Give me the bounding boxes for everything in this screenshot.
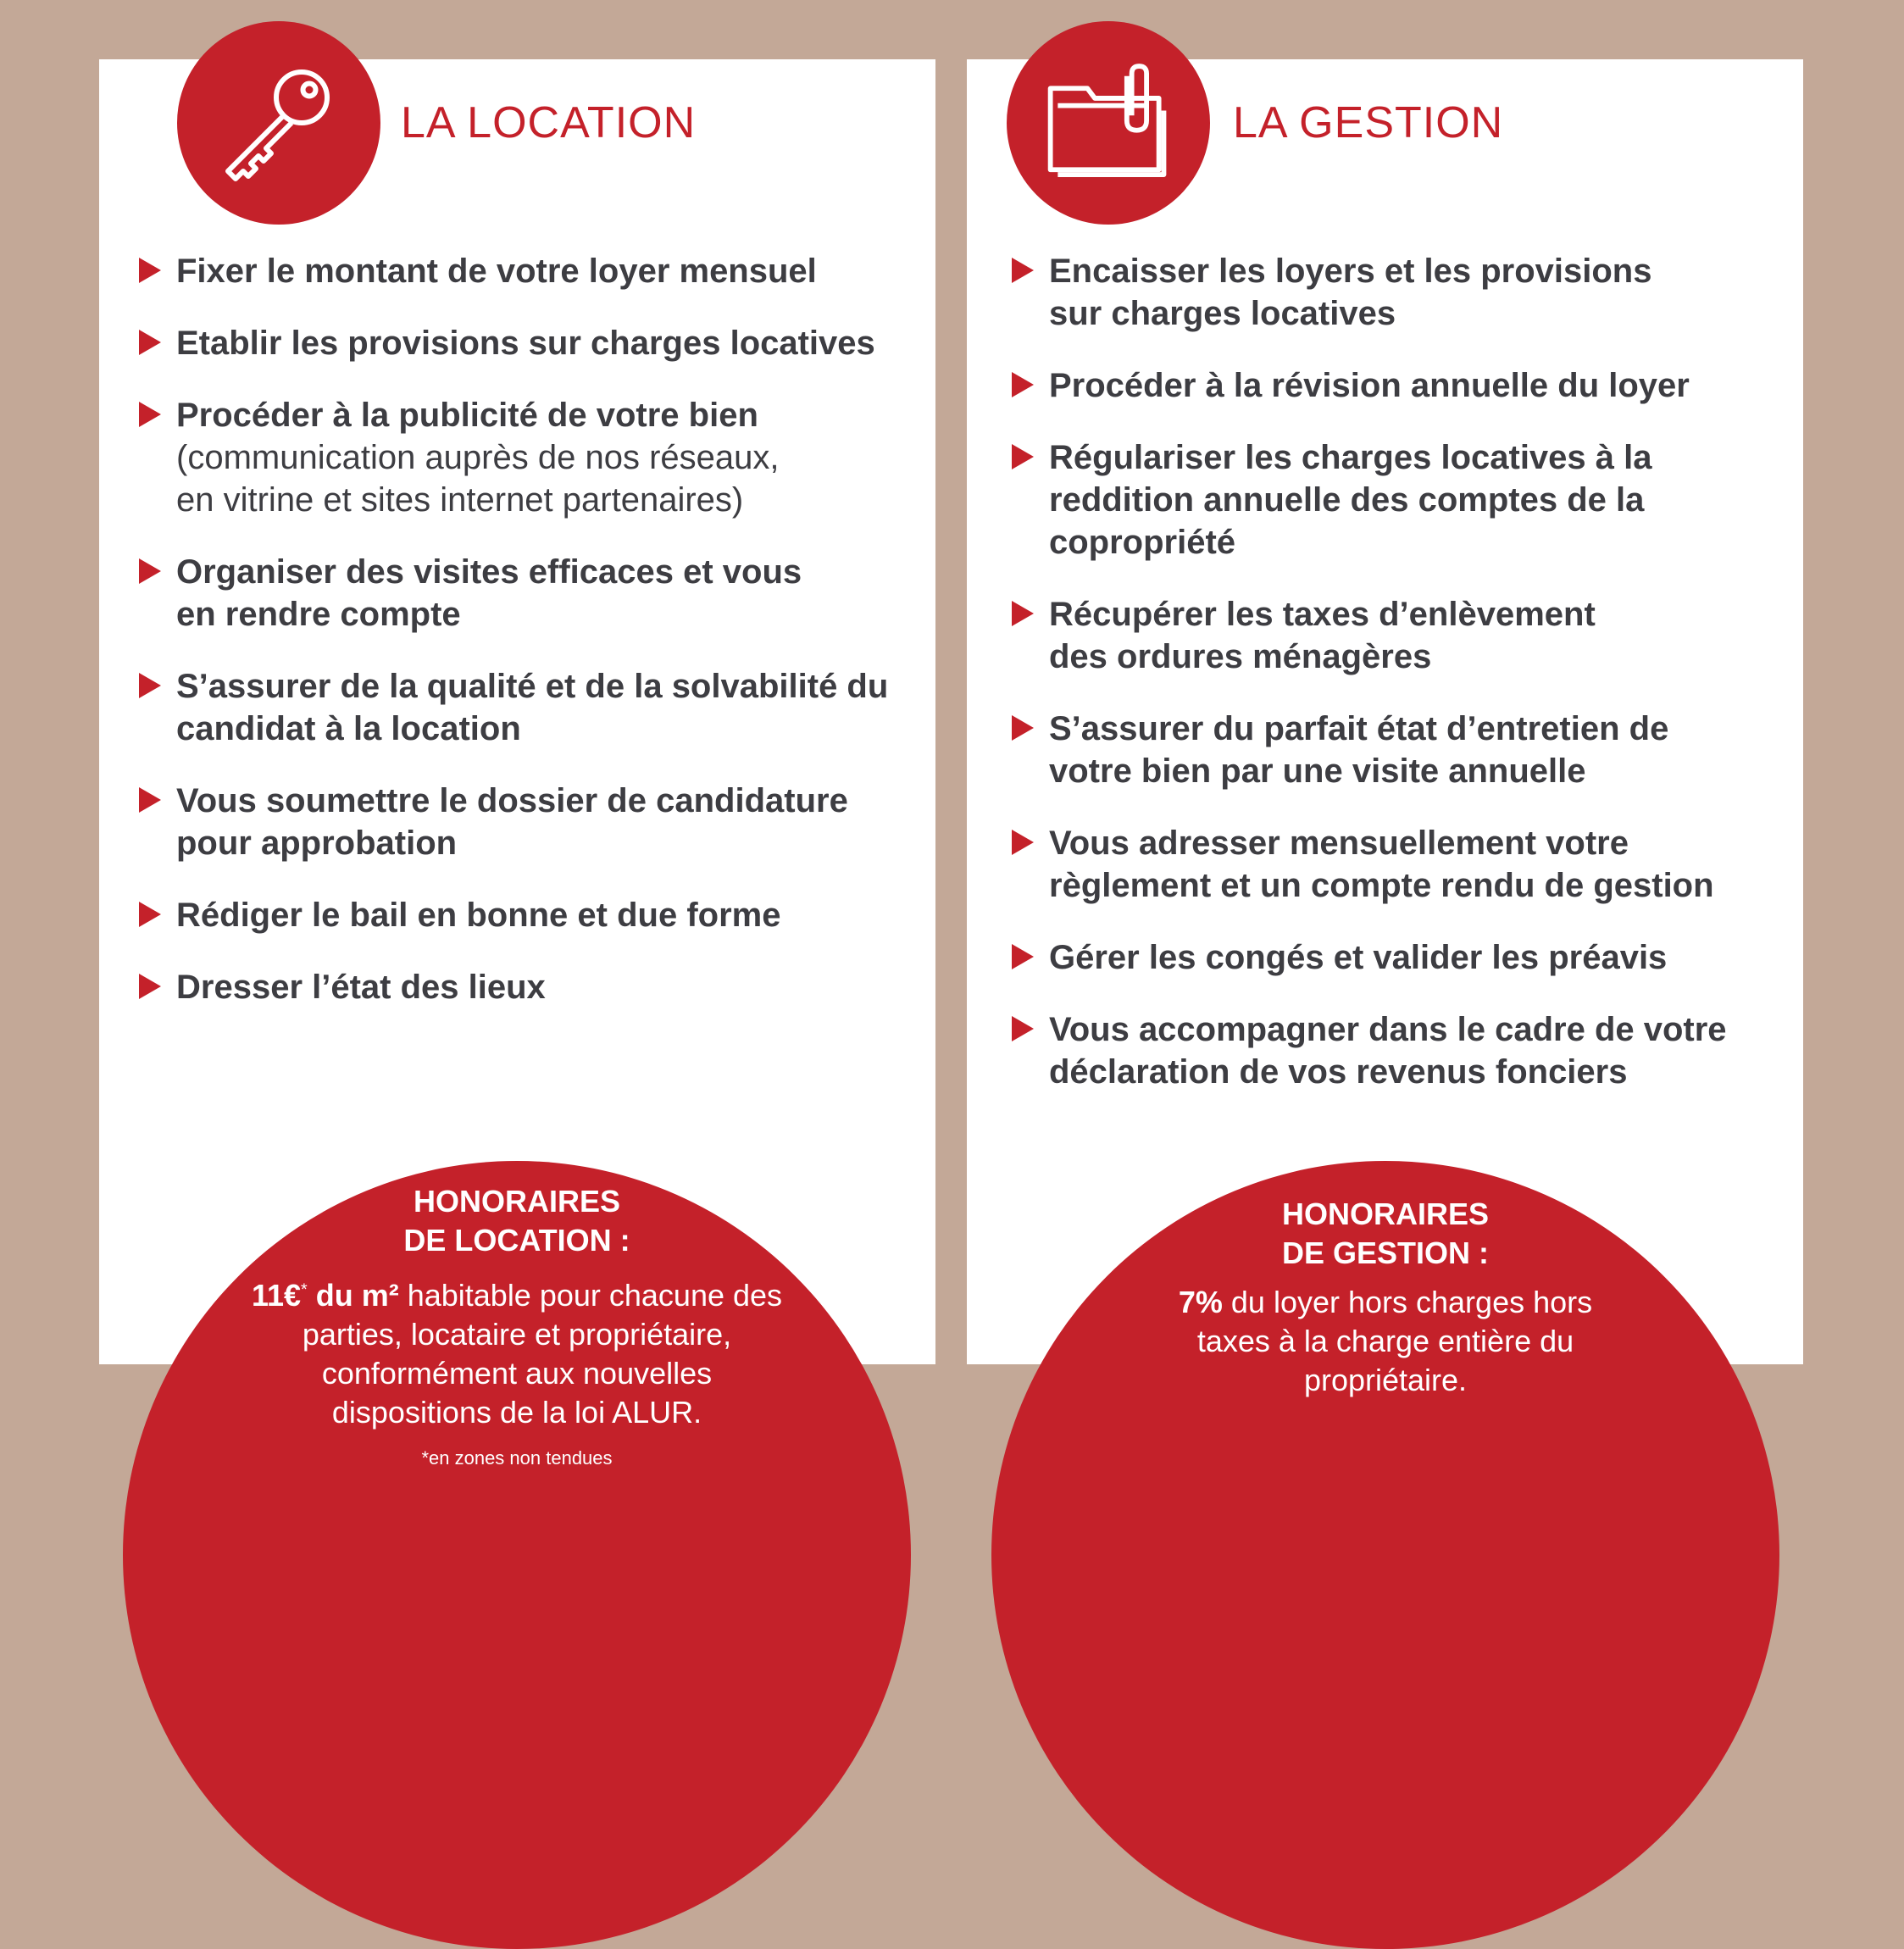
key-icon-badge <box>177 21 380 225</box>
location-fees <box>178 1182 856 1469</box>
list-item: Etablir les provisions sur charges locatives <box>136 322 915 364</box>
list-item: Dresser l’état des lieux <box>136 966 915 1008</box>
fees-title-line1: HONORAIRES <box>1281 1197 1490 1231</box>
bullet-triangle-icon <box>139 787 161 813</box>
bullet-triangle-icon <box>1012 715 1034 741</box>
bullet-triangle-icon <box>1012 601 1034 626</box>
fees-body: 11€* du m² habitable pour chacune des parties, locataire et propriétaire, conformément aux nouvelles dispositions de la loi ALUR. <box>251 1278 783 1430</box>
bullet-triangle-icon <box>1012 444 1034 469</box>
list-item: Procéder à la révision annuelle du loyer <box>1008 364 1788 407</box>
list-item: Vous soumettre le dossier de candidature pour approbation <box>136 780 915 864</box>
list-item: S’assurer de la qualité et de la solvabilité du candidat à la location <box>136 665 915 750</box>
bullet-triangle-icon <box>1012 944 1034 969</box>
gestion-title: LA GESTION <box>1233 98 1504 147</box>
list-item: Fixer le montant de votre loyer mensuel <box>136 250 915 292</box>
list-item: Régulariser les charges locatives à la reddition annuelle des comptes de la copropriété <box>1008 436 1788 564</box>
bullet-triangle-icon <box>139 902 161 927</box>
gestion-fees <box>1046 1195 1724 1400</box>
fees-body: 7% du loyer hors charges hors taxes à la charge entière du propriétaire. <box>1178 1285 1593 1397</box>
bullet-triangle-icon <box>1012 372 1034 397</box>
folder-icon-badge <box>1007 21 1210 225</box>
list-item: S’assurer du parfait état d’entretien de votre bien par une visite annuelle <box>1008 708 1788 792</box>
folder-clip-icon <box>1041 59 1176 186</box>
fees-title-line2: DE GESTION : <box>1281 1235 1490 1270</box>
bullet-triangle-icon <box>139 258 161 283</box>
fees-note: *en zones non tendues <box>421 1447 613 1469</box>
list-item: Organiser des visites efficaces et vous en rendre compte <box>136 551 915 636</box>
bullet-triangle-icon <box>139 673 161 698</box>
bullet-triangle-icon <box>1012 1016 1034 1041</box>
key-icon <box>215 59 342 186</box>
bullet-triangle-icon <box>1012 830 1034 855</box>
bullet-triangle-icon <box>139 330 161 355</box>
list-item: Rédiger le bail en bonne et due forme <box>136 894 915 936</box>
location-services-list <box>136 250 915 1038</box>
list-item: Encaisser les loyers et les provisions sur charges locatives <box>1008 250 1788 335</box>
list-item: Procéder à la publicité de votre bien (communication auprès de nos réseaux, en vitrine et sites internet partenaires) <box>136 394 915 521</box>
bullet-triangle-icon <box>139 402 161 427</box>
gestion-services-list <box>1008 250 1788 1123</box>
fees-title-line2: DE LOCATION : <box>403 1223 630 1258</box>
bullet-triangle-icon <box>139 558 161 584</box>
list-item: Vous adresser mensuellement votre règlement et un compte rendu de gestion <box>1008 822 1788 907</box>
list-item: Vous accompagner dans le cadre de votre déclaration de vos revenus fonciers <box>1008 1008 1788 1093</box>
list-item: Gérer les congés et valider les préavis <box>1008 936 1788 979</box>
location-title: LA LOCATION <box>401 98 697 147</box>
fees-title-line1: HONORAIRES <box>413 1184 621 1219</box>
bullet-triangle-icon <box>139 974 161 999</box>
bullet-triangle-icon <box>1012 258 1034 283</box>
list-item: Récupérer les taxes d’enlèvement des ordures ménagères <box>1008 593 1788 678</box>
